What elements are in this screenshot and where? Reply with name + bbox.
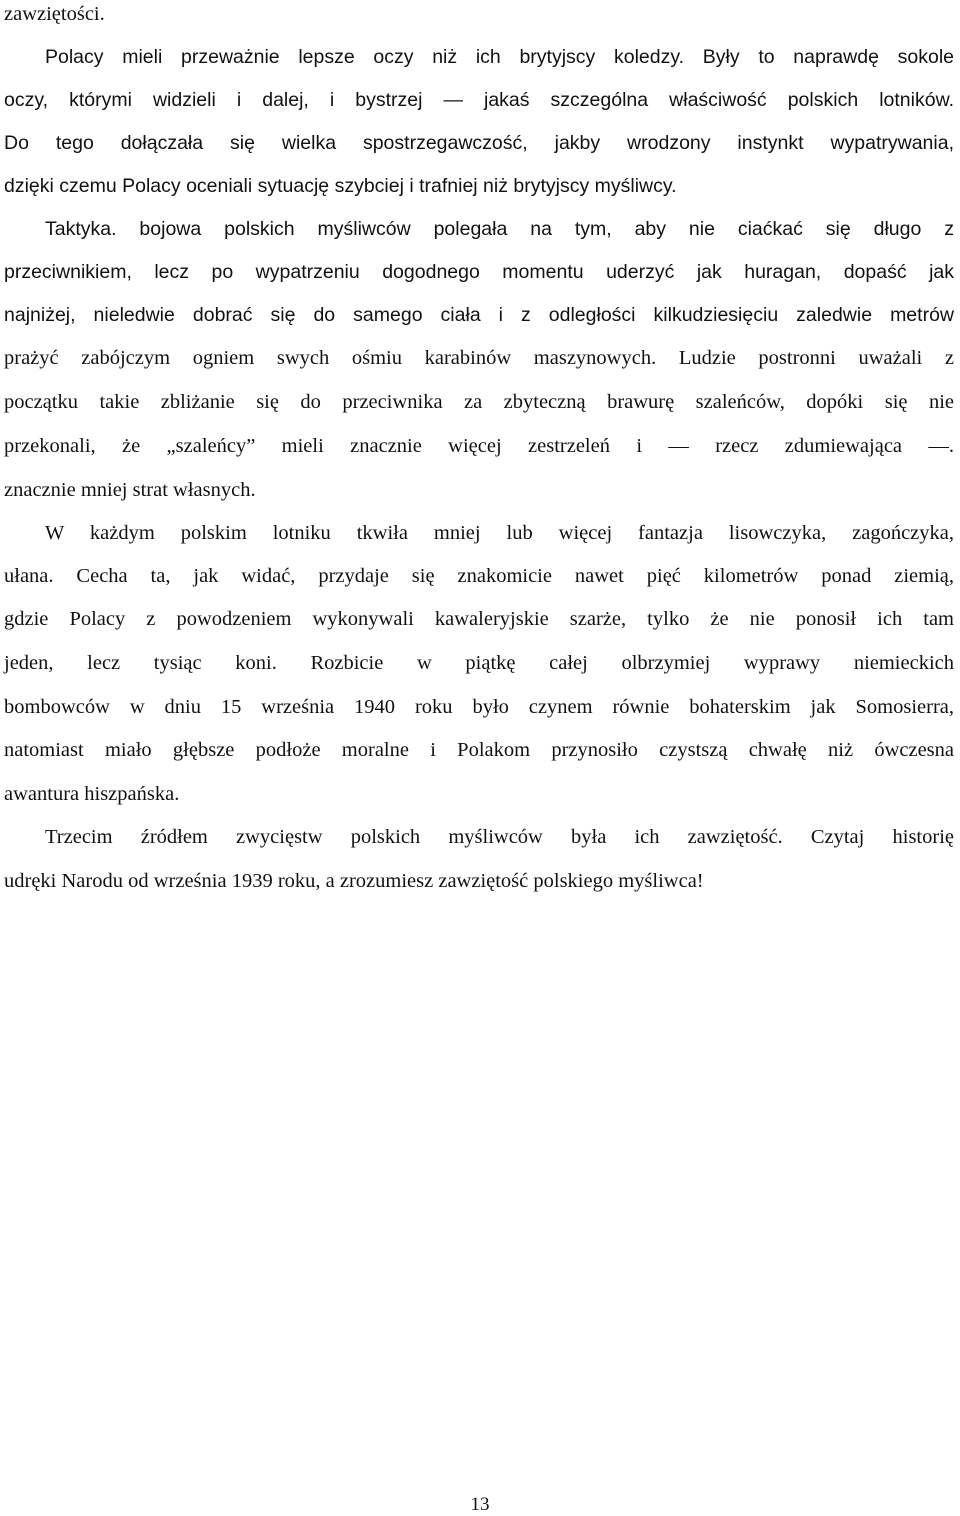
text-line: zawziętości. xyxy=(4,3,105,25)
text-line: najniżej, nieledwie dobrać się do samego ciała i z odległości kilkudziesięciu zaledwie metrów xyxy=(4,304,954,326)
text-line: ułana. Cecha ta, jak widać, przydaje się znakomicie nawet pięć kilometrów ponad ziemią, xyxy=(4,565,954,587)
text-line: jeden, lecz tysiąc koni. Rozbicie w piątkę całej olbrzymiej wyprawy niemieckich xyxy=(4,652,954,674)
text-line: Polacy mieli przeważnie lepsze oczy niż ich brytyjscy koledzy. Były to naprawdę sokole xyxy=(45,46,954,68)
text-line: awantura hiszpańska. xyxy=(4,783,180,805)
text-line: przekonali, że „szaleńcy” mieli znacznie więcej zestrzeleń i — rzecz zdumiewająca —. xyxy=(4,435,954,457)
text-line: udręki Narodu od września 1939 roku, a zrozumiesz zawziętość polskiego myśliwca! xyxy=(4,870,704,892)
text-line: gdzie Polacy z powodzeniem wykonywali kawaleryjskie szarże, tylko że nie ponosił ich tam xyxy=(4,608,954,630)
text-line: początku takie zbliżanie się do przeciwnika za zbyteczną brawurę szaleńców, dopóki się nie xyxy=(4,391,954,413)
text-line: Trzecim źródłem zwycięstw polskich myśliwców była ich zawziętość. Czytaj historię xyxy=(45,826,954,848)
text-line: natomiast miało głębsze podłoże moralne i Polakom przynosiło czystszą chwałę niż ówczesna xyxy=(4,739,954,761)
text-line: przeciwnikiem, lecz po wypatrzeniu dogodnego momentu uderzyć jak huragan, dopaść jak xyxy=(4,261,954,283)
text-line: Taktyka. bojowa polskich myśliwców polegała na tym, aby nie ciaćkać się długo z xyxy=(45,218,954,240)
text-line: oczy, którymi widzieli i dalej, i bystrzej — jakaś szczególna właściwość polskich lotników. xyxy=(4,89,954,111)
text-line: Do tego dołączała się wielka spostrzegawczość, jakby wrodzony instynkt wypatrywania, xyxy=(4,132,954,154)
text-line: znacznie mniej strat własnych. xyxy=(4,479,256,501)
text-line: W każdym polskim lotniku tkwiła mniej lub więcej fantazja lisowczyka, zagończyka, xyxy=(45,522,954,544)
text-line: bombowców w dniu 15 września 1940 roku było czynem równie bohaterskim jak Somosierra, xyxy=(4,696,954,718)
text-line: prażyć zabójczym ogniem swych ośmiu karabinów maszynowych. Ludzie postronni uważali z xyxy=(4,347,954,369)
text-line: dzięki czemu Polacy oceniali sytuację szybciej i trafniej niż brytyjscy myśliwcy. xyxy=(4,175,677,197)
page-number: 13 xyxy=(470,1494,490,1515)
